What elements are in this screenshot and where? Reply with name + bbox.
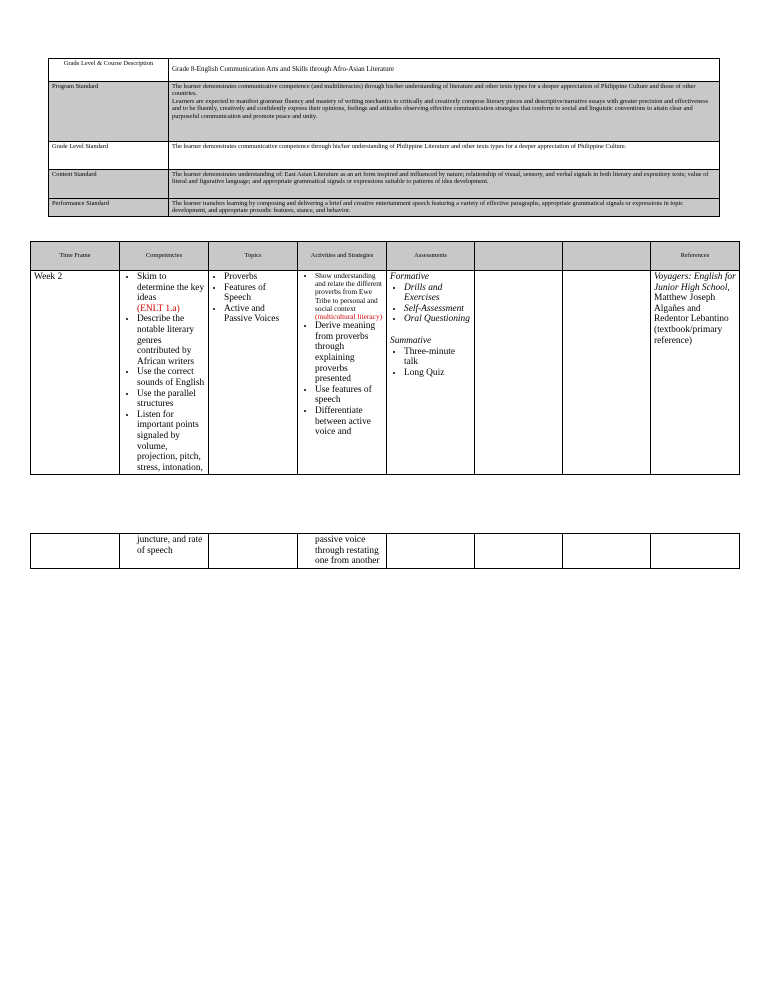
standards-table (48, 58, 720, 217)
header-time-frame: Time Frame (31, 242, 120, 271)
header-competencies: Competencies (120, 242, 209, 271)
continuation-blank-2 (563, 534, 651, 569)
standards-row-content (49, 170, 720, 199)
topics-list (212, 272, 294, 325)
continuation-time-frame (31, 534, 120, 569)
competency-item: • Listen for important points signaled by volume, projection, pitch, stress, intonation, (137, 410, 205, 474)
header-blank-2 (563, 242, 651, 271)
curriculum-table (30, 241, 740, 475)
continuation-references (651, 534, 740, 569)
content-standard-value: The learner demonstrates understanding of: East Asian Literature as an art form inspired and influenced by nature; relationship of visual, sensory, and verbal signals in both literary and expository texts; value of literal and figurative language; and appropriate grammatical signals or expressions suitable to patterns of idea development. (169, 170, 720, 199)
activity-item: • Use features of speech (315, 385, 383, 406)
time-frame-cell: Week 2 (31, 271, 120, 475)
activities-list (301, 272, 383, 438)
continuation-row (31, 534, 740, 569)
competencies-cell (120, 271, 209, 475)
curriculum-header-row (31, 242, 740, 271)
standards-row-performance (49, 199, 720, 217)
course-description-value: Grade 8-English Communication Arts and Skills through Afro-Asian Literature (169, 59, 720, 82)
activities-cell (298, 271, 387, 475)
competency-text: Skim to determine the key ideas (137, 272, 205, 304)
assessments-cell (387, 271, 475, 475)
competencies-list (123, 272, 205, 473)
header-blank-1 (475, 242, 563, 271)
summative-list (390, 347, 471, 379)
program-standard-value: The learner demonstrates communicative competence (and multiliteracies) through his/her understanding of literature and other texts types for a deeper appreciation of Philippine Culture and those of other countries. Learners are expected to manifest grammar fluency and mastery of writing mechanics to critically and creatively compose literary pieces and descriptive/narrative essays with greater precision and effectiveness and to be fluently, creatively and confidently express their opinions, feelings and attitudes observing effective communication strategies that conform to social and linguistic conventions to attain clear and purposeful communication and promote peace and unity. (169, 82, 720, 142)
continuation-assessments (387, 534, 475, 569)
course-description-label: Grade Level & Course Description (49, 59, 169, 82)
activity-text: Show understanding and relate the different proverbs from Ewe Tribe to personal and social context (315, 271, 382, 313)
standards-row-program (49, 82, 720, 142)
activity-tag: (multicultural literacy) (315, 312, 383, 322)
reference-details: Matthew Joseph Algañes and Redentor Lebantino (textbook/primary reference) (654, 293, 729, 346)
activity-item: • Differentiate between active voice and (315, 406, 383, 438)
blank-cell-1 (475, 271, 563, 475)
summative-item: • Long Quiz (404, 368, 471, 379)
standards-row-course (49, 59, 720, 82)
blank-cell-2 (563, 271, 651, 475)
header-topics: Topics (209, 242, 298, 271)
activity-item: • Derive meaning from proverbs through explaining proverbs presented (315, 321, 383, 385)
continuation-topics (209, 534, 298, 569)
activity-item (315, 272, 383, 321)
continuation-competencies: juncture, and rate of speech (120, 534, 209, 569)
grade-level-standard-label: Grade Level Standard (49, 142, 169, 170)
formative-label: Formative (390, 272, 430, 282)
formative-item: • Oral Questioning (404, 314, 471, 325)
grade-level-standard-value: The learner demonstrates communicative competence through his/her understanding of Philippine Literature and other texts types for a deeper appreciation of Philippine Culture. (169, 142, 720, 170)
formative-item: • Drills and Exercises (404, 283, 471, 304)
reference-title: Voyagers: English for Junior High School, (654, 272, 736, 293)
competency-item (137, 272, 205, 314)
references-cell (651, 271, 740, 475)
curriculum-week-row (31, 271, 740, 475)
formative-item: • Self-Assessment (404, 304, 471, 315)
continuation-activities: passive voice through restating one from another (298, 534, 387, 569)
header-assessments: Assessments (387, 242, 475, 271)
competency-code: (ENLT 1.a) (137, 303, 180, 314)
competency-item: • Use the correct sounds of English (137, 367, 205, 388)
topic-item: • Features of Speech (224, 283, 294, 304)
topics-cell (209, 271, 298, 475)
program-standard-label: Program Standard (49, 82, 169, 142)
topic-item: • Proverbs (224, 272, 294, 283)
content-standard-label: Content Standard (49, 170, 169, 199)
summative-label: Summative (390, 335, 432, 346)
header-references: References (651, 242, 740, 271)
standards-row-grade-level (49, 142, 720, 170)
header-activities: Activities and Strategies (298, 242, 387, 271)
continuation-blank-1 (475, 534, 563, 569)
formative-list (390, 283, 471, 325)
topic-item: • Active and Passive Voices (224, 304, 294, 325)
performance-standard-label: Performance Standard (49, 199, 169, 217)
summative-item: • Three-minute talk (404, 347, 471, 368)
competency-item: • Describe the notable literary genres contributed by African writers (137, 314, 205, 367)
performance-standard-value: The learner transfers learning by composing and delivering a brief and creative entertainment speech featuring a variety of effective paragraphs, appropriate grammatical signals or expressions in topic development, and appropriate prosodic features, stance, and behavior. (169, 199, 720, 217)
competency-item: • Use the parallel structures (137, 389, 205, 410)
continuation-table (30, 533, 740, 569)
